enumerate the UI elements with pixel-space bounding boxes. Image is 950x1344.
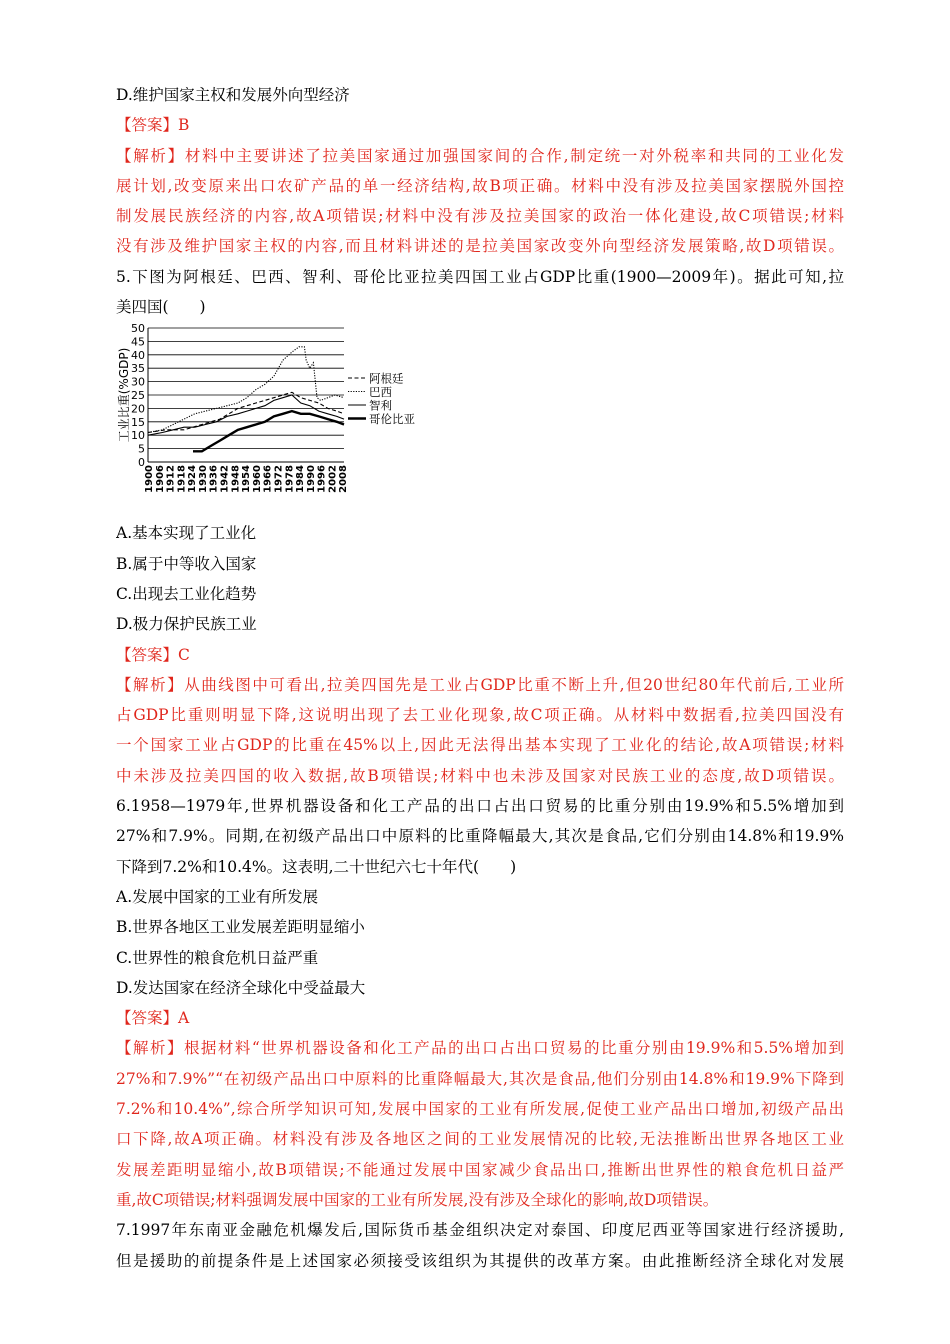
q7-stem-line: 7.1997年东南亚金融危机爆发后,国际货币基金组织决定对泰国、印度尼西亚等国家进行经济援助, <box>116 1221 844 1240</box>
x-tick-label: 1978 <box>284 465 296 494</box>
q5-option-d: D.极力保护民族工业 <box>116 615 257 634</box>
q6-option-b: B.世界各地区工业发展差距明显缩小 <box>116 918 365 937</box>
q6-analysis-line: 口下降,故A项正确。材料没有涉及各地区之间的工业发展情况的比较,无法推断出世界各地区工业 <box>116 1130 844 1149</box>
x-tick-label: 1960 <box>251 465 263 494</box>
x-tick-label: 1918 <box>176 465 188 494</box>
y-tick-label: 45 <box>131 335 145 349</box>
x-tick-label: 1900 <box>144 465 155 494</box>
q5-answer: 【答案】C <box>116 645 190 664</box>
chart-svg <box>116 322 446 518</box>
y-tick-label: 40 <box>131 349 145 363</box>
x-tick-label: 1966 <box>262 465 274 494</box>
q6-answer: 【答案】A <box>116 1009 190 1028</box>
legend-label: 巴西 <box>369 385 392 400</box>
q5-option-b: B.属于中等收入国家 <box>116 554 257 573</box>
q5-analysis-line: 一个国家工业占GDP的比重在45%以上,因此无法得出基本实现了工业化的结论,故A项错误;材料 <box>116 736 844 755</box>
x-tick-label: 1954 <box>241 465 253 494</box>
legend-label: 阿根廷 <box>369 371 404 386</box>
q6-stem-line: 27%和7.9%。同期,在初级产品出口中原料的比重降幅最大,其次是食品,它们分别由14.8%和19.9% <box>116 827 844 846</box>
q5-analysis-line: 中未涉及拉美四国的收入数据,故B项错误;材料中也未涉及国家对民族工业的态度,故D项错误。 <box>116 766 844 785</box>
x-tick-label: 1996 <box>316 465 328 494</box>
q4-analysis-line: 【解析】材料中主要讲述了拉美国家通过加强国家间的合作,制定统一对外税率和共同的工业化发 <box>116 146 844 165</box>
q4-analysis-line: 展计划,改变原来出口农矿产品的单一经济结构,故B项正确。材料中没有涉及拉美国家摆脱外国控 <box>116 176 844 195</box>
legend-label: 哥伦比亚 <box>369 412 415 427</box>
q6-option-d: D.发达国家在经济全球化中受益最大 <box>116 978 366 997</box>
q4-analysis-line: 没有涉及维护国家主权的内容,而且材料讲述的是拉美国家改变外向型经济发展策略,故D项错误。 <box>116 237 844 256</box>
q4-analysis-line: 制发展民族经济的内容,故A项错误;材料中没有涉及拉美国家的政治一体化建设,故C项错误;材料 <box>116 207 844 226</box>
q6-analysis-line: 发展差距明显缩小,故B项错误;不能通过发展中国家减少食品出口,推断出世界性的粮食危机日益严 <box>116 1160 844 1179</box>
q4-answer: 【答案】B <box>116 116 190 135</box>
x-tick-label: 1942 <box>219 465 231 494</box>
series-line-哥伦比亚 <box>193 411 344 451</box>
x-tick-label: 1984 <box>295 465 307 494</box>
legend-label: 智利 <box>369 398 392 413</box>
q6-analysis-line: 27%和7.9%”“在初级产品出口中原料的比重降幅最大,其次是食品,他们分别由14.8%和19.9%下降到 <box>116 1069 844 1088</box>
y-tick-label: 25 <box>131 389 145 403</box>
y-axis-label: 工业比重(%GDP) <box>117 348 131 443</box>
q5-stem-line: 5.下图为阿根廷、巴西、智利、哥伦比亚拉美四国工业占GDP比重(1900—2009年)。据此可知,拉 <box>116 267 844 286</box>
y-tick-label: 5 <box>138 442 145 456</box>
q6-stem-line: 下降到7.2%和10.4%。这表明,二十世纪六七十年代( ) <box>116 857 517 876</box>
y-tick-label: 0 <box>138 456 145 470</box>
series-line-巴西 <box>148 347 344 433</box>
x-tick-label: 1972 <box>273 465 285 494</box>
x-tick-label: 1990 <box>305 465 317 494</box>
q5-option-a: A.基本实现了工业化 <box>116 524 257 543</box>
q6-analysis-line: 7.2%和10.4%”,综合所学知识可知,发展中国家的工业有所发展,促使工业产品出口增加,初级产品出 <box>116 1100 844 1119</box>
q6-analysis-line: 【解析】根据材料“世界机器设备和化工产品的出口占出口贸易的比重分别由19.9%和5.5%增加到 <box>116 1039 844 1058</box>
document-page <box>116 80 844 1276</box>
x-tick-label: 2008 <box>338 465 350 494</box>
x-tick-label: 1912 <box>165 465 177 494</box>
q4-option-d: D.维护国家主权和发展外向型经济 <box>116 86 350 104</box>
y-tick-label: 50 <box>131 322 145 336</box>
q5-analysis-line: 占GDP比重则明显下降,这说明出现了去工业化现象,故C项正确。从材料中数据看,拉美四国没有 <box>116 706 844 725</box>
y-tick-label: 35 <box>131 362 145 376</box>
y-tick-label: 30 <box>131 375 145 389</box>
x-tick-label: 1948 <box>230 465 242 494</box>
q6-option-a: A.发展中国家的工业有所发展 <box>116 887 319 906</box>
y-tick-label: 10 <box>131 429 145 443</box>
q5-stem-line: 美四国( ) <box>116 298 206 317</box>
x-tick-label: 1936 <box>208 465 220 494</box>
q5-option-c: C.出现去工业化趋势 <box>116 584 257 603</box>
q7-stem-line: 但是援助的前提条件是上述国家必须接受该组织为其提供的改革方案。由此推断经济全球化对发展 <box>116 1251 844 1270</box>
y-tick-label: 20 <box>131 402 145 416</box>
industry-gdp-chart <box>116 322 844 518</box>
x-tick-label: 1924 <box>187 465 199 494</box>
y-tick-label: 15 <box>131 416 145 430</box>
x-tick-label: 2002 <box>327 465 339 494</box>
q6-stem-line: 6.1958—1979年,世界机器设备和化工产品的出口占出口贸易的比重分别由19.9%和5.5%增加到 <box>116 797 844 816</box>
q5-analysis-line: 【解析】从曲线图中可看出,拉美四国先是工业占GDP比重不断上升,但20世纪80年代前后,工业所 <box>116 675 844 694</box>
q6-option-c: C.世界性的粮食危机日益严重 <box>116 948 319 967</box>
x-tick-label: 1906 <box>154 465 166 494</box>
x-tick-label: 1930 <box>197 465 209 494</box>
q6-analysis-line: 重,故C项错误;材料强调发展中国家的工业有所发展,没有涉及全球化的影响,故D项错误。 <box>116 1190 719 1209</box>
